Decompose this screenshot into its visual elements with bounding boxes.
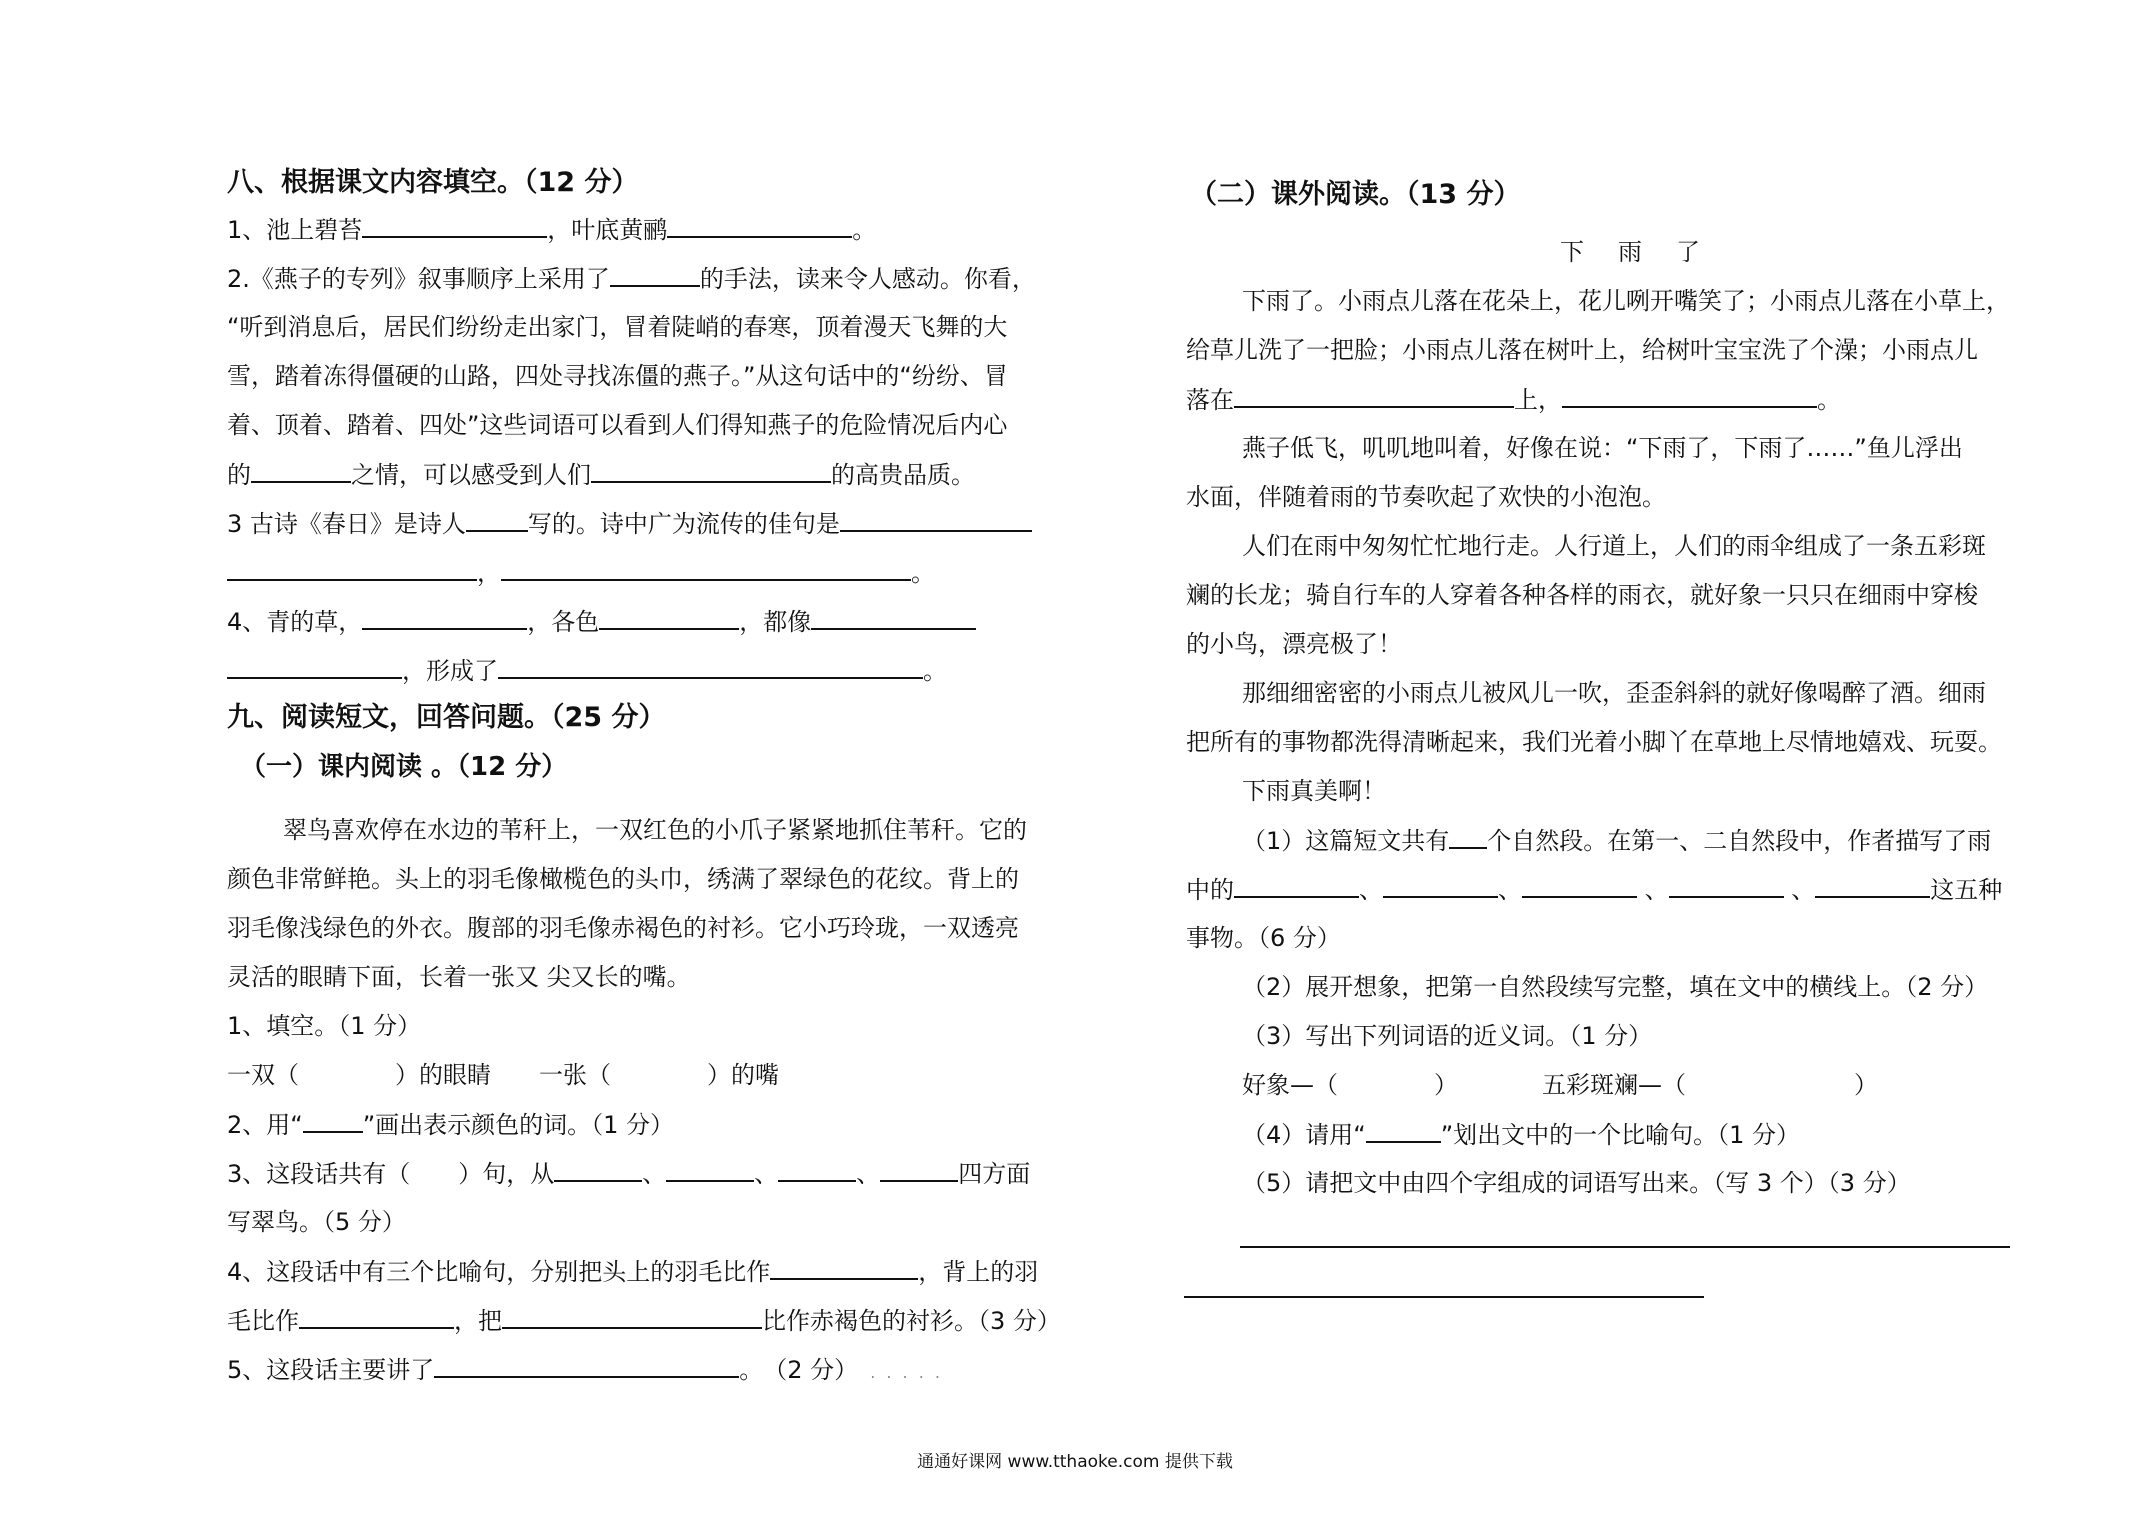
answer-blank[interactable]	[610, 263, 700, 287]
story-line: 那细细密密的小雨点儿被风儿一吹，歪歪斜斜的就好像喝醉了酒。细雨	[1242, 679, 1986, 707]
answer-blank[interactable]	[840, 508, 1032, 532]
q8-2-line3: 雪，踏着冻得僵硬的山路，四处寻找冻僵的燕子。”从这句话中的“纷纷、冒	[227, 362, 1008, 390]
q8-2-line2: “听到消息后，居民们纷纷走出家门，冒着陡峭的春寒，顶着漫天飞舞的大	[227, 313, 1008, 341]
reading-question-1-line2: 中的 、 、 、 、 这五种	[1186, 876, 2003, 904]
story-title: 下雨了	[1560, 238, 1734, 266]
answer-blank[interactable]	[1815, 874, 1930, 898]
q8-3-line2: ， 。	[227, 557, 935, 588]
q8-4: 4、青的草， ，各色 ，都像	[227, 606, 976, 637]
question-3: 3、这段话共有（ ）句，从 、 、 、 四方面	[227, 1160, 1031, 1188]
question-4: 4、这段话中有三个比喻句，分别把头上的羽毛比作 ，背上的羽	[227, 1258, 1039, 1286]
answer-blank[interactable]	[1383, 874, 1498, 898]
passage-line: 翠鸟喜欢停在水边的苇秆上，一双红色的小爪子紧紧地抓住苇秆。它的	[283, 816, 1027, 844]
story-line: 燕子低飞，叽叽地叫着，好像在说：“下雨了，下雨了……”鱼儿浮出	[1242, 434, 1963, 462]
story-line: 的小鸟，漂亮极了！	[1186, 630, 1402, 658]
section-2-title: （二）课外阅读。（13 分）	[1190, 179, 1521, 210]
question-2: 2、用“ ”画出表示颜色的词。（1 分）	[227, 1111, 675, 1139]
question-1: 1、填空。（1 分）	[227, 1012, 422, 1040]
answer-blank[interactable]	[251, 459, 351, 483]
section-9-1-title: （一）课内阅读 。（12 分）	[240, 752, 568, 782]
answer-blank[interactable]	[1562, 384, 1817, 408]
q8-3: 3 古诗《春日》是诗人 写的。诗中广为流传的佳句是	[227, 508, 1032, 539]
answer-blank[interactable]	[599, 606, 739, 630]
story-line-with-blanks: 落在 上， 。	[1186, 386, 1841, 414]
answer-blank[interactable]	[466, 508, 528, 532]
reading-question-1: （1）这篇短文共有 个自然段。在第一、二自然段中，作者描写了雨	[1242, 827, 1992, 855]
question-1-line2: 一双（ ）的眼睛 一张（ ）的嘴	[227, 1061, 779, 1089]
answer-line[interactable]	[1240, 1246, 2010, 1248]
answer-blank[interactable]	[362, 606, 527, 630]
q8-2: 2.《燕子的专列》叙事顺序上采用了 的手法，读来令人感动。你看，	[227, 265, 1036, 293]
answer-blank[interactable]	[667, 214, 852, 238]
answer-blank[interactable]	[1522, 874, 1637, 898]
reading-question-2: （2）展开想象，把第一自然段续写完整，填在文中的横线上。（2 分）	[1242, 973, 1989, 1001]
reading-question-5: （5）请把文中由四个字组成的词语写出来。（写 3 个）（3 分）	[1242, 1169, 1911, 1197]
section-9-title: 九、阅读短文，回答问题。（25 分）	[227, 702, 666, 733]
reading-question-3: （3）写出下列词语的近义词。（1 分）	[1242, 1022, 1653, 1050]
answer-blank[interactable]	[502, 1305, 762, 1329]
answer-blank[interactable]	[362, 214, 547, 238]
answer-blank[interactable]	[770, 1256, 918, 1280]
answer-blank[interactable]	[1669, 874, 1784, 898]
answer-blank[interactable]	[811, 606, 976, 630]
answer-blank[interactable]	[1234, 384, 1514, 408]
answer-blank[interactable]	[227, 655, 402, 679]
answer-blank[interactable]	[1366, 1119, 1441, 1143]
story-line: 斓的长龙；骑自行车的人穿着各种各样的雨衣，就好象一只只在细雨中穿梭	[1186, 581, 1978, 609]
answer-blank[interactable]	[1234, 874, 1359, 898]
answer-blank[interactable]	[303, 1109, 363, 1133]
passage-line: 颜色非常鲜艳。头上的羽毛像橄榄色的头巾，绣满了翠绿色的花纹。背上的	[227, 865, 1019, 893]
q8-4-line2: ，形成了 。	[227, 655, 947, 686]
q8-1: 1、池上碧苔 ，叶底黄鹂 。	[227, 216, 877, 244]
answer-blank[interactable]	[299, 1305, 454, 1329]
reading-question-1-line3: 事物。（6 分）	[1186, 924, 1341, 952]
story-line: 人们在雨中匆匆忙忙地行走。人行道上，人们的雨伞组成了一条五彩斑	[1242, 532, 1986, 560]
answer-blank[interactable]	[554, 1158, 642, 1182]
footer-credit: 通通好课网 www.tthaoke.com 提供下载	[917, 1452, 1233, 1472]
answer-blank[interactable]	[880, 1158, 958, 1182]
answer-blank[interactable]	[591, 459, 831, 483]
answer-line[interactable]	[1184, 1296, 1704, 1298]
answer-blank[interactable]	[666, 1158, 754, 1182]
passage-line: 羽毛像浅绿色的外衣。腹部的羽毛像赤褐色的衬衫。它小巧玲珑，一双透亮	[227, 914, 1019, 942]
q8-2-line4: 着、顶着、踏着、四处”这些词语可以看到人们得知燕子的危险情况后内心	[227, 411, 1008, 439]
answer-blank[interactable]	[498, 655, 923, 679]
passage-line: 灵活的眼睛下面，长着一张又 尖又长的嘴。	[227, 963, 691, 991]
answer-blank[interactable]	[501, 557, 911, 581]
q8-2-line5: 的 之情，可以感受到人们 的高贵品质。	[227, 461, 975, 489]
answer-blank[interactable]	[778, 1158, 856, 1182]
story-line: 下雨了。小雨点儿落在花朵上，花儿咧开嘴笑了；小雨点儿落在小草上，	[1242, 287, 2010, 315]
story-line: 把所有的事物都洗得清晰起来，我们光着小脚丫在草地上尽情地嬉戏、玩耍。	[1186, 728, 2002, 756]
answer-blank[interactable]	[1449, 825, 1487, 849]
question-5: 5、这段话主要讲了 。 （2 分） . . . . .	[227, 1356, 943, 1384]
story-line: 下雨真美啊！	[1242, 777, 1386, 805]
question-4-line2: 毛比作 ，把 比作赤褐色的衬衫。（3 分）	[227, 1307, 1061, 1335]
reading-question-3-line2: 好象—（ ） 五彩斑斓—（ ）	[1242, 1071, 1878, 1099]
answer-blank[interactable]	[227, 557, 477, 581]
answer-blank[interactable]	[434, 1354, 739, 1378]
question-3-line2: 写翠鸟。（5 分）	[227, 1208, 406, 1236]
reading-question-4: （4）请用“ ”划出文中的一个比喻句。（1 分）	[1242, 1121, 1801, 1149]
story-line: 水面，伴随着雨的节奏吹起了欢快的小泡泡。	[1186, 483, 1666, 511]
story-line: 给草儿洗了一把脸；小雨点儿落在树叶上，给树叶宝宝洗了个澡；小雨点儿	[1186, 336, 1978, 364]
section-8-title: 八、根据课文内容填空。（12 分）	[227, 167, 639, 198]
